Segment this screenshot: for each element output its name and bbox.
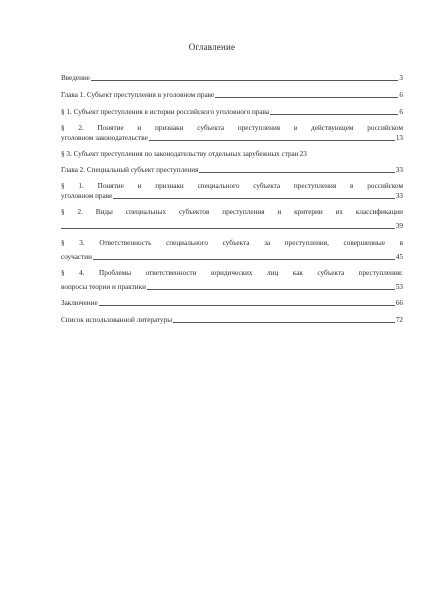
toc-entry — [61, 299, 403, 308]
toc-page-number: 6 — [399, 108, 403, 116]
toc-entry — [61, 124, 403, 143]
toc-entry-label: § 2. Понятие и признаки субъекта преступления в действующем российском — [61, 124, 403, 132]
toc-entry-label-continued: соучастии — [61, 253, 92, 261]
toc-entry — [61, 239, 403, 262]
toc-page-number: 33 — [395, 192, 403, 200]
toc-entry-label: Введение — [61, 74, 90, 82]
dot-leader — [147, 289, 395, 290]
toc-entry-label: § 2. Виды специальных субъектов преступления и критерии их классификации — [61, 208, 403, 216]
dot-leader — [93, 259, 395, 260]
toc-entry-label-continued: уголовном праве — [61, 192, 113, 200]
toc-entry — [61, 182, 403, 201]
dot-leader — [173, 322, 395, 323]
dot-leader — [215, 97, 398, 98]
toc-entry — [61, 74, 403, 83]
toc-page-number: 33 — [395, 166, 403, 174]
toc-entry-label-continued: вопросы теории и практики — [61, 283, 146, 291]
toc-entry-label: Заключение — [61, 299, 98, 307]
toc-entry — [61, 108, 403, 117]
toc-entry-label: Список использованной литературы — [61, 316, 173, 324]
table-of-contents — [61, 70, 403, 325]
toc-entry-label: Глава 2. Специальный субъект преступления — [61, 166, 199, 174]
toc-entry-label: § 3. Ответственность специального субъекта за преступления, совершенные в — [61, 239, 403, 247]
toc-page-number: 72 — [395, 316, 403, 324]
page-title: Оглавление — [188, 42, 236, 52]
toc-page-number: 66 — [395, 299, 403, 307]
toc-entry-label-continued: уголовном законодательстве — [61, 134, 148, 142]
toc-page-number: 45 — [395, 253, 403, 261]
toc-entry-label: § 4. Проблемы ответственности юридических лиц как субъекта преступления: — [61, 269, 403, 277]
dot-leader — [270, 114, 398, 115]
toc-page-number: 6 — [399, 91, 403, 99]
toc-entry-label: § 3. Субъект преступления по законодательству отдельных зарубежных стран — [61, 150, 299, 158]
dot-leader — [149, 140, 395, 141]
toc-entry — [61, 91, 403, 100]
dot-leader — [99, 305, 395, 306]
toc-page-number: 53 — [395, 283, 403, 291]
toc-entry — [61, 166, 403, 175]
toc-page-number: 3 — [399, 74, 403, 82]
toc-entry-label: § 1. Понятие и признаки специального субъекта преступления в российском — [61, 182, 403, 190]
toc-page-number: 13 — [395, 134, 403, 142]
toc-entry — [61, 316, 403, 325]
toc-page-number: 23 — [299, 150, 307, 158]
toc-entry — [61, 208, 403, 231]
toc-page-number: 39 — [395, 222, 403, 230]
dot-leader — [113, 198, 395, 199]
toc-entry-label: Глава 1. Субъект преступления в уголовном праве — [61, 91, 215, 99]
toc-entry — [61, 269, 403, 292]
toc-entry-label: § 1. Субъект преступления в истории российского уголовного права — [61, 108, 270, 116]
dot-leader — [91, 80, 398, 81]
toc-entry — [61, 150, 403, 159]
dot-leader — [61, 228, 395, 229]
dot-leader — [199, 172, 394, 173]
